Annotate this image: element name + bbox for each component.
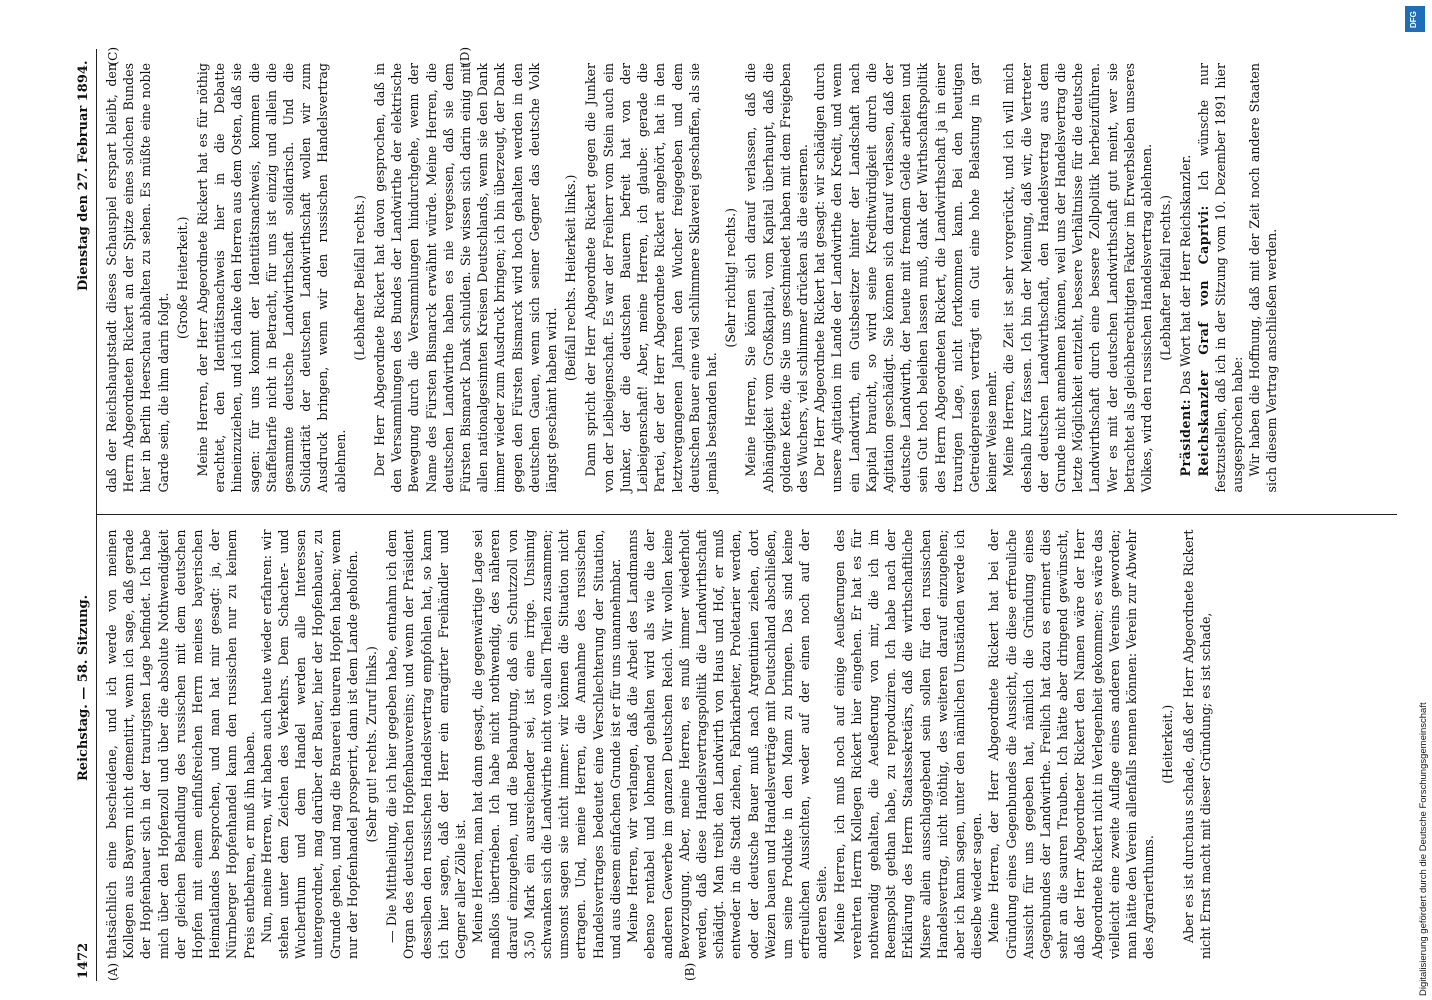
margin-marker-a: (A): [106, 962, 120, 981]
speaker-label: Präsident:: [1178, 398, 1194, 477]
paragraph: Nun, meine Herren, wir haben auch heute wieder erfahren: wir stehen unter dem Zeichen des Verkehrs. Dem Schacher- und Wucherthum und dem Handel werden alle Interessen untergeordnet, mag darüber der Bauer, hier der Hopfenbauer, zu Grunde gehen, und mag die Brauerei theuren Hopfen haben; wenn nur der Hopfenhandel prosperirt, dann ist dem Lande geholfen.: [258, 529, 360, 959]
paragraph: thatsächlich eine bescheidene, und ich werde von meinen Kollegen aus Bayern nicht dementirt, wenn ich sage, daß gerade der Hopfenbauer sich in der traurigsten Lage befindet. Ich habe mich über den Hopfenzoll und über die absolute Nothwendigkeit der gleichen Behandlung des russischen mit dem deutschen Hopfen mit einem einflußreichen Herrn meines bayerischen Heimatlandes besprochen, und man hat mir gesagt: ja, der Nürnberger Hopfenhandel kann den russischen nur zu keinem Preis entbehren, er muß ihn haben.: [104, 529, 257, 959]
paragraph: Der Herr Abgeordnete Rickert hat gesagt: wir schädigen durch unsere Agitation im Lande der Landwirthe den Kredit, und wenn ein Landwirth, ein Gutsbesitzer hinter der Landschaft nach Kapital braucht, so wird seine Kreditwürdigkeit durch die Agitation geschädigt. Sie können sich darauf verlassen, daß der deutsche Landwirth, der heute mit fremdem Gelde arbeiten und sein Gut hoch beleihen lassen muß, dank der Wirthschaftspolitik des Herrn Abgeordneten Rickert, die Landwirthschaft ja in einer traurigen Lage, nicht fortkommen kann. Bei den heutigen Getreidepreisen verträgt ein Gut eine hohe Belastung in gar keiner Weise mehr.: [812, 63, 1000, 493]
session-date: Dienstag den 27. Februar 1894.: [76, 60, 91, 291]
margin-marker-d: (D): [458, 47, 472, 66]
session-title: Reichstag. — 58. Sitzung.: [76, 594, 91, 781]
dfg-logo: DFG: [1405, 6, 1425, 32]
speaker-paragraph: [1177, 63, 1194, 493]
margin-marker-b: (B): [683, 962, 697, 981]
remark: (Beifall rechts. Heiterkeit links.): [563, 174, 579, 381]
paragraph: Meine Herren, Sie können sich darauf verlassen, daß die Abhängigkeit vom Großkapital, vom Kapital überhaupt, daß die goldene Kette, die Sie uns geschmiedet haben mit dem Freigeben des Wuchers, viel schlimmer drücken als die eisernen.: [743, 63, 810, 493]
remark: (Lebhafter Beifall rechts.): [1158, 194, 1174, 361]
right-column: [97, 49, 1397, 516]
page-number: 1472: [76, 942, 91, 979]
remark: (Heiterkeit.): [1160, 704, 1176, 784]
speaker-text: Das Wort hat der Herr Reichskanzler.: [1178, 154, 1194, 395]
quotation: Wir haben die Hoffnung, daß mit der Zeit noch andere Staaten sich diesem Vertrag anschließen werden.: [1247, 63, 1280, 493]
remark: (Große Heiterkeit.): [174, 216, 190, 340]
paragraph: Meine Herren, wir verlangen, daß die Arbeit des Landmanns ebenso rentabel und lohnend gehalten wird als wie die der anderen Gewerbe im ganzen Deutschen Reich. Wir wollen keine Bevorzugung. Aber, meine Herren, es muß immer wiederholt werden, daß diese Handelsvertragspolitik die Landwirthschaft schädigt. Man treibt den Landwirth von Haus und Hof, er muß entweder in die Stadt ziehen, Fabrikarbeiter, Proletarier werden, oder der deutsche Bauer muß nach Argentinien ziehen, dort Weizen bauen und Handelsverträge mit Deutschland abschließen, um seine Produkte in den Mann zu bringen. Das sind keine erfreulichen Aussichten, weder auf der einen noch auf der anderen Seite.: [625, 529, 830, 959]
remark: (Sehr richtig! rechts.): [723, 207, 739, 348]
credit-text: Digitalisierung gefördert durch die Deutsche Forschungsgemeinschaft: [1418, 702, 1429, 996]
paragraph: daß der Reichshauptstadt dieses Schauspiel erspart bleibt, den Herrn Abgeordneten Rickert an der Spitze eines solchen Bundes hier in Berlin Heerschau abhalten zu sehen. Es müßte eine noble Garde sein, die ihm darin folgt.: [104, 63, 171, 493]
speaker-label: Reichskanzler Graf von Caprivi:: [1195, 205, 1211, 477]
remark: (Sehr gut! rechts. Zuruf links.): [364, 646, 380, 843]
paragraph: Dann spricht der Herr Abgeordnete Rickert gegen die Junker von der Leibeigenschaft. Es war der Freiherr vom Stein auch ein Junker, der die deutschen Bauern befreit hat von der Leibeigenschaft! Aber, meine Herren, ich glaube: gerade die Partei, der der Herr Abgeordnete Rickert angehört, hat in den letztvergangenen Jahren den Wucher freigegeben und dem deutschen Bauer eine viel schlimmere Sklaverei geschaffen, als sie jemals bestanden hat.: [583, 63, 719, 493]
rotated-document-page: [60, 35, 1420, 995]
speaker-paragraph: [1195, 63, 1247, 493]
paragraph: Meine Herren, der Herr Abgeordnete Rickert hat bei der Gründung eines Gegenbundes die Aussicht, die diese erfreuliche Aussicht für uns gegeben hat, nämlich die Gründung eines Gegenbundes der Landwirthe. Freilich hat dazu es erinnert dies sehr an die sauren Trauben. Ich hätte aber dringend gewünscht, daß der Herr Abgeordneter Rickert den Namen wäre der Herr Abgeordnete Rickert nicht in Verlegenheit gekommen; es wäre das vielleicht eine zweite Auflage eines anderen Vereins geworden; man hätte den Verein allenfalls nennen können: Verein zur Abwehr des Agrarierthums.: [986, 529, 1157, 959]
speaker-text: Ich wünsche nur festzustellen, daß ich in der Sitzung vom 10. Dezember 1891 hier ausgesprochen habe:: [1195, 63, 1245, 493]
digitization-credit: [1400, 0, 1430, 1000]
paragraph: Meine Herren, die Zeit ist sehr vorgerückt, und ich will mich deshalb kurz fassen. Ich bin der Meinung, daß wir, die Vertreter der deutschen Landwirthschaft, den Handelsvertrag aus dem Grunde nicht annehmen können, weil uns der Handelsvertrag die letzte Möglichkeit entzieht, bessere Verhältnisse für die deutsche Landwirthschaft durch eine bessere Zollpolitik herbeizuführen. Wer es mit der deutschen Landwirthschaft gut meint, wer sie betrachtet als gleichberechtigten Faktor im Erwerbsleben unseres Volkes, wird den russischen Handelsvertrag ablehnen.: [1001, 63, 1154, 493]
left-column: [97, 516, 1397, 982]
paragraph: — Die Mittheilung, die ich hier gegeben habe, entnahm ich dem Organ des deutschen Hopfenbauvereins; und wenn der Präsident desselben den russischen Handelsvertrag empfohlen hat, so kann ich hier sagen, daß der Herr ein enragirter Freihändler und Gegner aller Zölle ist.: [384, 529, 469, 959]
paragraph: Meine Herren, ich muß noch auf einige Aeußerungen des verehrten Herrn Kollegen Rickert hier eingehen. Er hat es für nothwendig gehalten, die Aeußerung von mir, die ich im Reemspolst gethan habe, zu reproduziren. Ich habe nach der Erklärung des Herrn Staatssekretärs, daß die wirthschaftliche Misere allein ausschlaggebend sein sollen für den russischen Handelsvertrag, nicht nöthig, des weiteren darauf einzugehen; aber ich kann sagen, unter den nämlichen Umständen werde ich dieselbe wieder sagen.: [831, 529, 985, 959]
paragraph: Meine Herren, man hat dann gesagt, die gegenwärtige Lage sei maßlos übertrieben. Ich habe nicht nothwendig, des näheren darauf einzugehen, und die Behauptung, daß ein Schutzzoll von 3,50 Mark ein ausreichender sei, ist eine irrige. Unsinnig schwanken sich die Landwirthe nicht von allen Theilen zusammen; umsonst sagen sie nicht immer: wir können die Situation nicht ertragen. Und, meine Herren, die Annahme des russischen Handelsvertrages bedeutet eine Verschlechterung der Situation, und aus diesem einfachen Grunde ist er für uns unannehmbar.: [470, 529, 623, 959]
remark: (Lebhafter Beifall rechts.): [351, 194, 367, 361]
margin-marker-c: (C): [106, 47, 120, 66]
running-header: [70, 49, 97, 981]
paragraph: Der Herr Abgeordnete Rickert hat davon gesprochen, daß in den Versammlungen des Bundes der Landwirthe der elektrische Bewegung durch die Versammlungen hindurchgehe, wenn der Name des Fürsten Bismarck erwähnt würde. Meine Herren, die deutschen Landwirthe haben es nie vergessen, daß sie dem Fürsten Bismarck Dank schulden. Sie wissen sich darin einig mit allen nationalgesinnten Kreisen Deutschlands, wenn sie den Dank immer wieder zum Ausdruck bringen; ich bin überzeugt, der Dank gegen den Fürsten Bismarck wird hoch gehalten werden in den deutschen Gauen, wenn sich seiner Gegner das deutsche Volk längst geschämt haben wird.: [372, 63, 560, 493]
paragraph: Aber es ist durchaus schade, daß der Herr Abgeordnete Rickert nicht Ernst macht mit dieser Gründung; es ist schade,: [1180, 529, 1213, 959]
paragraph: Meine Herren, der Herr Abgeordnete Rickert hat es für nöthig erachtet, den Identitätsnachweis hier in die Debatte hineinzuziehen, und ich danke den Herren aus dem Osten, daß sie sagen: für uns kommt der Identitätsnachweis, kommen die Staffeltarife nicht in Betracht, für uns ist einzig und allein die gesammte deutsche Landwirthschaft solidarisch. Und die Solidarität der deutschen Landwirthschaft wollen wir zum Ausdruck bringen, wenn wir den russischen Handelsvertrag ablehnen.: [195, 63, 348, 493]
